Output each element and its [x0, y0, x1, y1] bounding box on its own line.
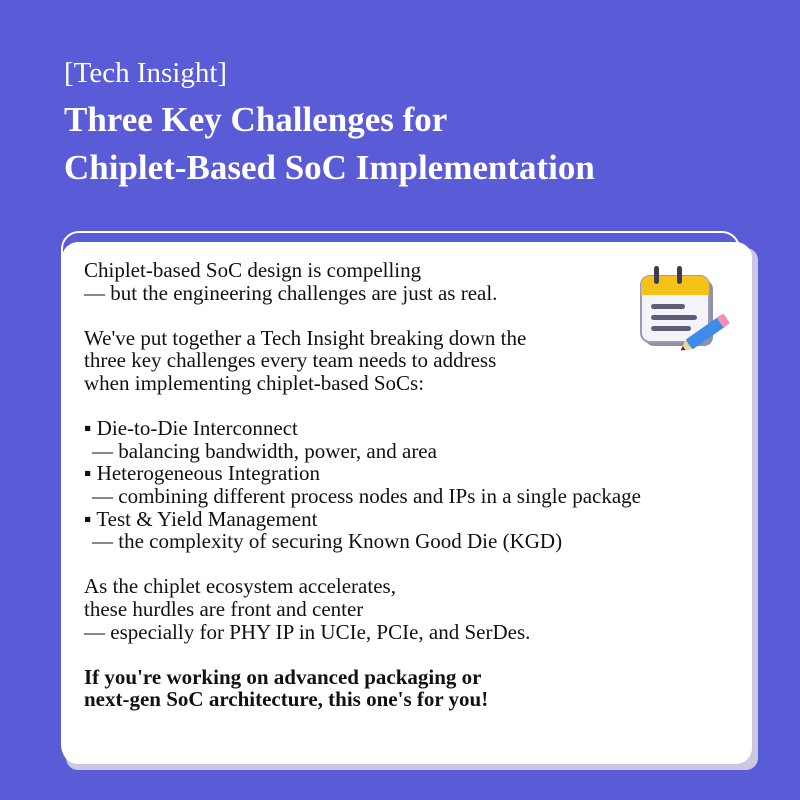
- title-line-2: Chiplet-Based SoC Implementation: [64, 148, 595, 187]
- para3-line-3: — especially for PHY IP in UCIe, PCIe, and SerDes.: [84, 619, 531, 644]
- bullet-item: [84, 417, 734, 462]
- tech-insight-tag: [Tech Insight]: [64, 57, 228, 89]
- bullet-desc: — balancing bandwidth, power, and area: [92, 438, 437, 463]
- calendar-notepad-pencil-icon: [635, 262, 735, 354]
- bullet-desc: — the complexity of securing Known Good Die (KGD): [92, 529, 563, 554]
- bullet-item: [84, 462, 734, 507]
- closing-line-2: next-gen SoC architecture, this one's for you!: [84, 687, 489, 712]
- bullet-item: [84, 508, 734, 553]
- header: [64, 56, 595, 192]
- bullet-title: ▪ Heterogeneous Integration: [84, 461, 321, 486]
- intro-line-1: Chiplet-based SoC design is compelling: [84, 258, 422, 282]
- para3-line-2: these hurdles are front and center: [84, 596, 364, 621]
- title-line-1: Three Key Challenges for: [64, 100, 448, 139]
- bullet-desc: — combining different process nodes and IPs in a single package: [92, 483, 641, 508]
- bullet-title: ▪ Test & Yield Management: [84, 506, 318, 531]
- bullet-title: ▪ Die-to-Die Interconnect: [84, 416, 298, 441]
- para3-line-1: As the chiplet ecosystem accelerates,: [84, 574, 396, 599]
- para2-line-1: We've put together a Tech Insight breaking down the: [84, 325, 527, 350]
- page-title: [64, 96, 595, 192]
- para2-line-3: when implementing chiplet-based SoCs:: [84, 370, 425, 395]
- intro-line-2: — but the engineering challenges are just as real.: [84, 280, 498, 305]
- closing-line-1: If you're working on advanced packaging or: [84, 664, 482, 689]
- para2-line-2: three key challenges every team needs to address: [84, 348, 497, 373]
